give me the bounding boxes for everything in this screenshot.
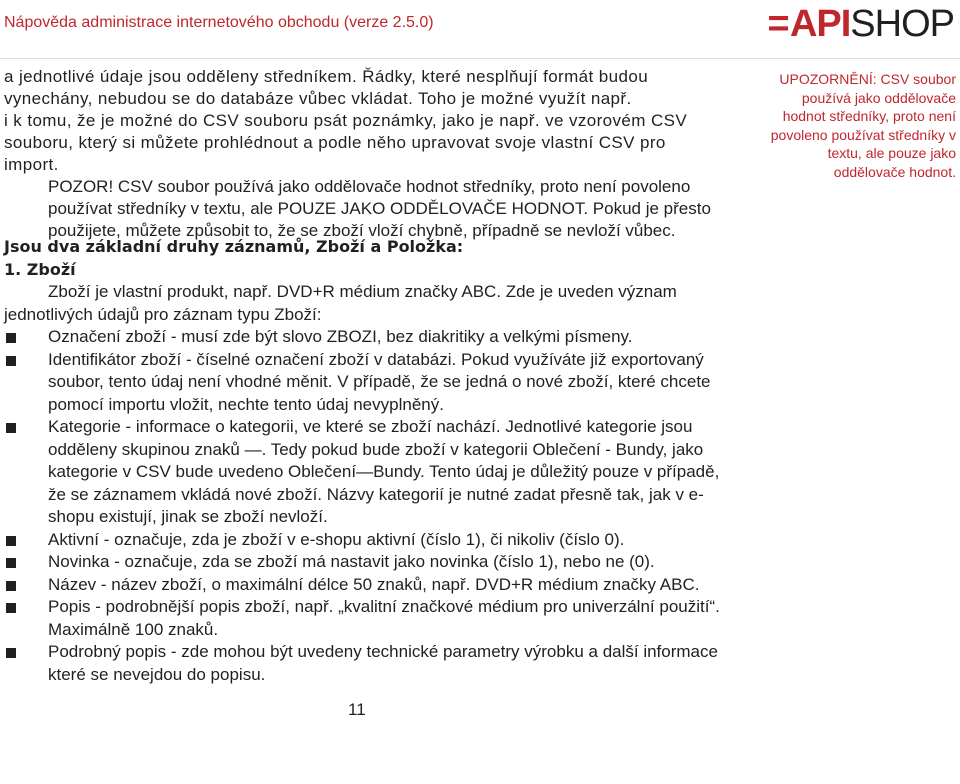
page-header	[0, 0, 960, 59]
logo-api-text: API	[789, 3, 851, 45]
intro-line: Zboží je vlastní produkt, např. DVD+R médium značky ABC.	[48, 282, 502, 301]
field-list	[4, 326, 720, 686]
list-item: Kategorie - informace o kategorii, ve které se zboží nachází. Jednotlivé kategorie jsou odděleny skupinou znaků —. Tedy pokud bude zboží v kategorii Oblečení - Bundy, jako kategorie v CSV bude uvedeno Oblečení—Bundy. Tento údaj je důležitý pouze v případě, že se záznamem vkládá nové zboží. Názvy kategorií je nutné zadat přesně tak, jak v e-shopu existují, jinak se zboží nevloží.	[4, 416, 720, 529]
page-number: 11	[348, 700, 366, 719]
list-item: Označení zboží - musí zde být slovo ZBOZI, bez diakritiky a velkými písmeny.	[4, 326, 720, 349]
list-item: Novinka - označuje, zda se zboží má nastavit jako novinka (číslo 1), nebo ne (0).	[4, 551, 720, 574]
list-item: Identifikátor zboží - číselné označení zboží v databázi. Pokud využíváte již exportovaný soubor, tento údaj není vhodné měnit. V případě, že se jedná o nové zboží, které chcete pomocí importu vložit, nechte tento údaj nevyplněný.	[4, 349, 720, 417]
list-item: Podrobný popis - zde mohou být uvedeny technické parametry výrobku a další informace které se nevejdou do popisu.	[4, 641, 720, 686]
logo-mark-icon: =	[766, 3, 788, 45]
list-item: Název - název zboží, o maximální délce 50 znaků, např. DVD+R médium značky ABC.	[4, 574, 720, 597]
paragraph-intro-line1: a jednotlivé údaje jsou odděleny středníkem. Řádky, které nesplňují formát budou vynechány, nebudou se do databáze vůbec vkládat. Toho je možné využít např.	[4, 67, 649, 108]
paragraph-intro-line2: i k tomu, že je možné do CSV souboru psát poznámky, jako je např. ve vzorovém CSV souboru, který si můžete prohlédnout a podle něho upravovat svoje vlastní CSV pro import.	[4, 111, 688, 174]
records-section	[4, 236, 720, 686]
main-text	[4, 66, 720, 242]
sidebar-warning-note: UPOZORNĚNÍ: CSV soubor používá jako oddělovače hodnot středníky, proto není povoleno používat středníky v textu, ale pouze jako oddělovače hodnot.	[770, 71, 956, 180]
document-title: Nápověda administrace internetového obchodu (verze 2.5.0)	[4, 14, 434, 31]
logo-shop-text: SHOP	[850, 3, 954, 45]
section-subheading: 1. Zboží	[4, 259, 76, 279]
list-item: Aktivní - označuje, zda je zboží v e-shopu aktivní (číslo 1), či nikoliv (číslo 0).	[4, 529, 720, 552]
intro-text: Zde je uveden význam jednotlivých údajů pro záznam typu Zboží:	[4, 282, 677, 324]
list-item: Popis - podrobnější popis zboží, např. „kvalitní značkové médium pro univerzální použití“. Maximálně 100 znaků.	[4, 596, 720, 641]
paragraph-warning: POZOR! CSV soubor používá jako oddělovače hodnot středníky, proto není povoleno používat středníky v textu, ale POUZE JAKO ODDĚLOVAČE HODNOT. Pokud je přesto použijete, můžete způsobit to, že se zboží vloží chybně, případně se nevloží vůbec.	[48, 177, 711, 240]
apishop-logo	[766, 3, 954, 45]
section-heading: Jsou dva základní druhy záznamů, Zboží a Položka:	[4, 237, 464, 256]
